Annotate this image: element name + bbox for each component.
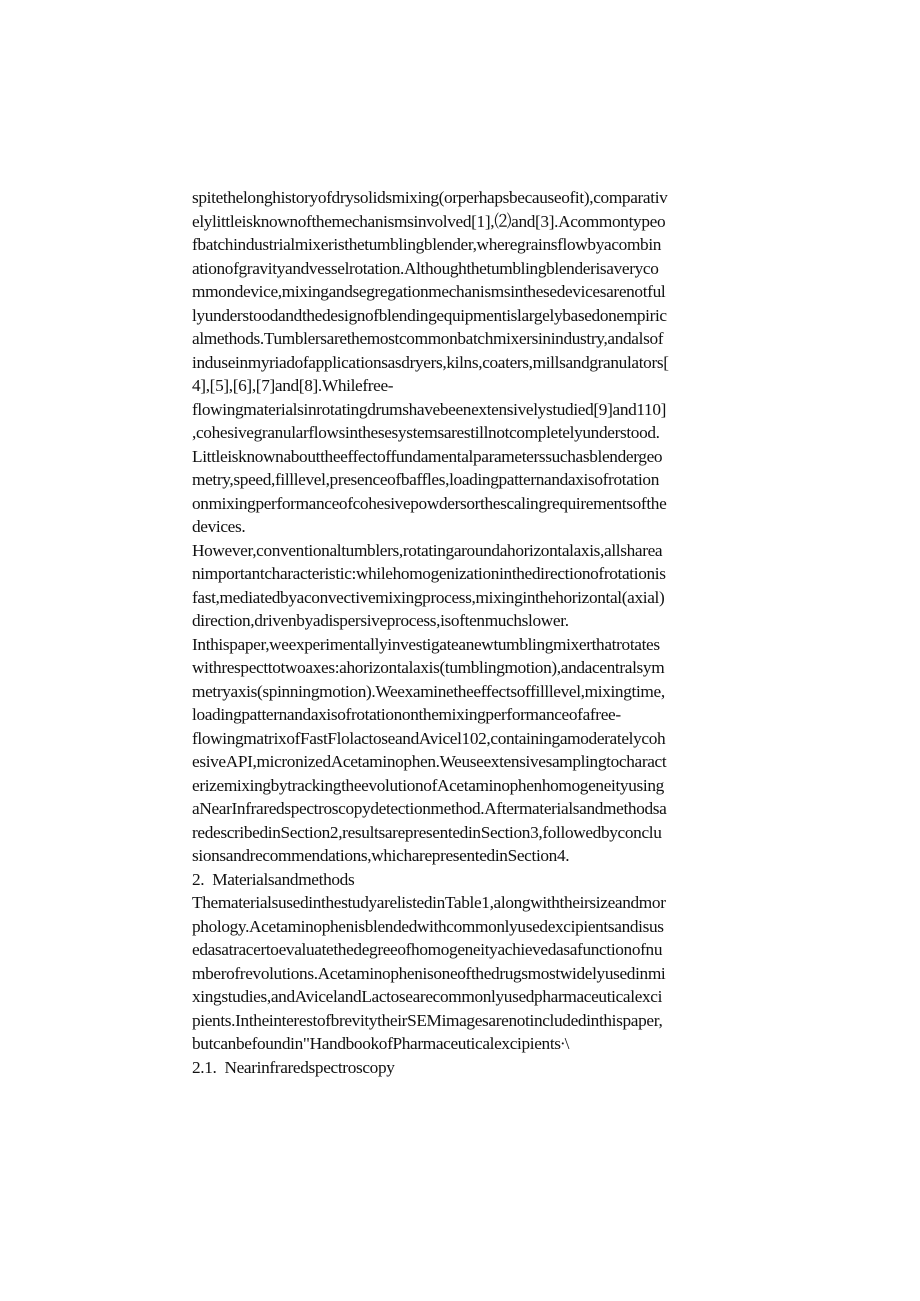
text-line: ThematerialsusedinthestudyarelistedinTable1,alongwiththeirsizeandmor: [192, 893, 666, 912]
text-line: induseinmyriadofapplicationsasdryers,kilns,coaters,millsandgranulators[: [192, 352, 669, 372]
text-line: edasatracertoevaluatethedegreeofhomogeneityachievedasafunctionofnu: [192, 940, 663, 959]
text-line: phology.Acetaminophenisblendedwithcommonlyusedexcipientsandisus: [192, 916, 664, 936]
text-line: Littleisknownabouttheeffectoffundamentalparameterssuchasblendergeo: [192, 446, 663, 466]
text-line: aNearInfraredspectroscopydetectionmethod.Aftermaterialsandmethodsa: [192, 799, 667, 818]
text-line: mmondevice,mixingandsegregationmechanismsinthesedevicesarenotful: [192, 282, 666, 301]
text-line: spitethelonghistoryofdrysolidsmixing(orperhapsbecauseofit),comparativ: [192, 188, 668, 207]
text-line: redescribedinSection2,resultsarepresentedinSection3,followedbyconclu: [192, 822, 662, 842]
text-line: metryaxis(spinningmotion).Weexaminetheeffectsoffilllevel,mixingtime,: [192, 681, 665, 701]
text-line: ationofgravityandvesselrotation.Althoughthetumblingblenderisaveryco: [192, 258, 659, 278]
text-line: xingstudies,andAvicelandLactosearecommonlyusedpharmaceuticalexci: [192, 987, 663, 1006]
subsection-heading: 2.1. Nearinfraredspectroscopy: [192, 1057, 395, 1077]
text-line: sionsandrecommendations,whicharepresentedinSection4.: [192, 846, 570, 865]
text-line: esiveAPI,micronizedAcetaminophen.Weuseextensivesamplingtocharact: [192, 752, 667, 771]
text-line: devices.: [192, 517, 246, 536]
text-line: pients.IntheinterestofbrevitytheirSEMimagesarenotincludedinthispaper,: [192, 1010, 663, 1030]
text-line: ,cohesivegranularflowsinthesesystemsarestillnotcompletelyunderstood.: [192, 423, 660, 442]
body-text: [192, 186, 732, 1079]
text-line: loadingpatternandaxisofrotationonthemixingperformanceofafree-: [192, 705, 621, 724]
section-heading: 2. Materialsandmethods: [192, 869, 355, 889]
text-line: nimportantcharacteristic:whilehomogenizationinthedirectionofrotationis: [192, 564, 666, 583]
text-line: onmixingperformanceofcohesivepowdersorthescalingrequirementsofthe: [192, 493, 667, 513]
text-line: withrespecttotwoaxes:ahorizontalaxis(tumblingmotion),andacentralsym: [192, 658, 665, 677]
text-line: lyunderstoodandthedesignofblendingequipmentislargelybasedonempiric: [192, 305, 667, 325]
text-line: butcanbefoundin"HandbookofPharmaceuticalexcipients∙\: [192, 1034, 570, 1053]
text-line: Inthispaper,weexperimentallyinvestigateanewtumblingmixerthatrotates: [192, 634, 660, 654]
text-line: fbatchindustrialmixeristhetumblingblender,wheregrainsflowbyacombin: [192, 235, 662, 254]
text-line: mberofrevolutions.Acetaminophenisoneofthedrugsmostwidelyusedinmi: [192, 963, 666, 983]
text-line: However,conventionaltumblers,rotatingaroundahorizontalaxis,allsharea: [192, 540, 663, 560]
text-line: metry,speed,filllevel,presenceofbaffles,loadingpatternandaxisofrotation: [192, 470, 659, 489]
text-line: erizemixingbytrackingtheevolutionofAcetaminophenhomogeneityusing: [192, 775, 664, 795]
text-line: elylittleisknownofthemechanismsinvolved[1],⑵and[3].Acommontypeo: [192, 211, 666, 231]
text-line: almethods.Tumblersarethemostcommonbatchmixersinindustry,andalsof: [192, 329, 664, 348]
text-line: flowingmatrixofFastFlolactoseandAvicel102,containingamoderatelycoh: [192, 728, 666, 748]
text-line: direction,drivenbyadispersiveprocess,isoftenmuchslower.: [192, 611, 569, 630]
text-line: flowingmaterialsinrotatingdrumshavebeenextensivelystudied[9]and110]: [192, 399, 667, 419]
text-line: 4],[5],[6],[7]and[8].Whilefree-: [192, 376, 394, 395]
text-line: fast,mediatedbyaconvectivemixingprocess,mixinginthehorizontal(axial): [192, 587, 665, 607]
